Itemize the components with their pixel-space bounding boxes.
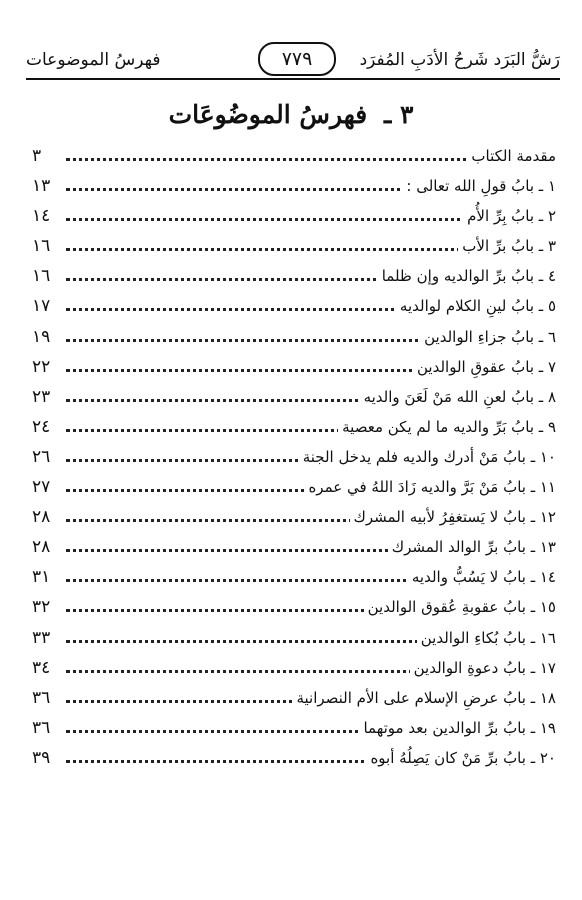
toc-entry [32, 655, 556, 685]
toc-entry-title: ٤ ـ بابُ برِّ الوالديه وإن ظلما [378, 267, 556, 285]
toc-entry [32, 203, 556, 233]
toc-entry-title: ١٨ ـ بابُ عرضِ الإسلام على الأم النصرانية [292, 689, 556, 707]
toc-entry-page: ٢٨ [32, 537, 51, 558]
toc-entry-page: ١٦ [32, 236, 51, 257]
toc-entry [32, 504, 556, 534]
toc-entry-title: ١٤ ـ بابُ لا يَسُبُّ والديه [408, 568, 556, 586]
toc-entry-page: ٣١ [32, 567, 51, 588]
toc-entry-page: ٢٢ [32, 356, 51, 377]
toc-entry-page: ٢٤ [32, 416, 51, 437]
toc-entry [32, 233, 556, 263]
toc-entry-title: ٢ ـ بابُ بِرِّ الأُم [463, 207, 556, 225]
header-section-label: فهرسُ الموضوعات [26, 50, 161, 70]
toc-entry [32, 564, 556, 594]
toc-entry-title: ١٥ ـ بابُ عقوبةِ عُقوق الوالدين [364, 598, 556, 616]
toc-entry-title: ١٩ ـ بابُ برِّ الوالدين بعد موتهما [359, 719, 556, 737]
toc-entry-page: ٣٦ [32, 717, 51, 738]
toc-entry [32, 293, 556, 323]
toc-entry-title: ٩ ـ بابُ بَرِّ والديه ما لم يكن معصية [338, 418, 556, 436]
toc-entry-page: ١٩ [32, 326, 51, 347]
toc-entry-title: ٧ ـ بابُ عقوقِ الوالدين [413, 358, 556, 376]
toc-entry-page: ٣٢ [32, 597, 51, 618]
toc-entry-page: ١٧ [32, 296, 51, 317]
toc-entry-page: ١٦ [32, 266, 51, 287]
toc-entry-title: ١٧ ـ بابُ دعوةِ الوالدين [410, 659, 556, 677]
toc-entry [32, 324, 556, 354]
table-of-contents [32, 143, 556, 775]
toc-entry-title: ١٠ ـ بابُ مَنْ أدرك والديه فلم يدخل الجنة [299, 448, 556, 466]
leader-dots [66, 158, 516, 161]
toc-entry [32, 534, 556, 564]
toc-entry-title: ١٦ ـ بابُ بُكاءِ الوالدين [417, 629, 556, 647]
toc-entry-title: ٦ ـ بابُ جزاءِ الوالدين [420, 328, 556, 346]
running-header [26, 42, 560, 76]
leader-dots [66, 248, 516, 251]
toc-entry-page: ٣٩ [32, 747, 51, 768]
page-number-badge: ٧٧٩ [258, 42, 336, 76]
toc-entry [32, 625, 556, 655]
toc-entry-page: ٣٦ [32, 687, 51, 708]
toc-entry-title: ٥ ـ بابُ لينِ الكلام لوالديه [396, 297, 556, 315]
leader-dots [66, 218, 516, 221]
toc-entry-title: مقدمة الكتاب [467, 147, 556, 165]
toc-entry-title: ٢٠ ـ بابُ برِّ مَنْ كان يَصِلُهُ أبوه [366, 749, 556, 767]
toc-entry-title: ١٣ ـ بابُ برِّ الوالد المشرك [388, 538, 556, 556]
toc-entry-page: ١٤ [32, 206, 51, 227]
section-number: ٣ ـ [383, 100, 414, 129]
toc-entry [32, 414, 556, 444]
toc-entry [32, 143, 556, 173]
toc-entry [32, 594, 556, 624]
toc-entry [32, 263, 556, 293]
toc-entry [32, 173, 556, 203]
toc-entry [32, 474, 556, 504]
toc-entry-title: ١٢ ـ بابُ لا يَستغفِرُ لأبيه المشرك [350, 508, 556, 526]
toc-entry-page: ٢٧ [32, 477, 51, 498]
toc-entry-title: ١ ـ بابُ قولِ الله تعالى : [402, 177, 556, 195]
header-divider [26, 78, 560, 80]
toc-entry-title: ١١ ـ بابُ مَنْ بَرَّ والديه زَادَ اللهُ في عمره [304, 478, 556, 496]
toc-entry-page: ٢٨ [32, 507, 51, 528]
toc-entry-page: ٣٤ [32, 657, 51, 678]
toc-entry-page: ٢٦ [32, 446, 51, 467]
toc-entry [32, 444, 556, 474]
header-book-title: رَشُّ البَرَد شَرحُ الأدَبِ المُفرَد [359, 50, 560, 70]
toc-entry [32, 685, 556, 715]
toc-entry-page: ٣ [32, 146, 42, 166]
toc-entry-page: ١٣ [32, 176, 51, 197]
section-heading [0, 100, 582, 129]
toc-entry [32, 384, 556, 414]
toc-entry-title: ٣ ـ بابُ برِّ الأب [458, 237, 556, 255]
toc-entry-title: ٨ ـ بابُ لعنِ الله مَنْ لَعَنَ والديه [360, 388, 556, 406]
toc-entry-page: ٢٣ [32, 386, 51, 407]
toc-entry-page: ٣٣ [32, 627, 51, 648]
section-title: فهرسُ الموضُوعَات [168, 100, 368, 129]
toc-entry [32, 354, 556, 384]
toc-entry [32, 745, 556, 775]
toc-entry [32, 715, 556, 745]
